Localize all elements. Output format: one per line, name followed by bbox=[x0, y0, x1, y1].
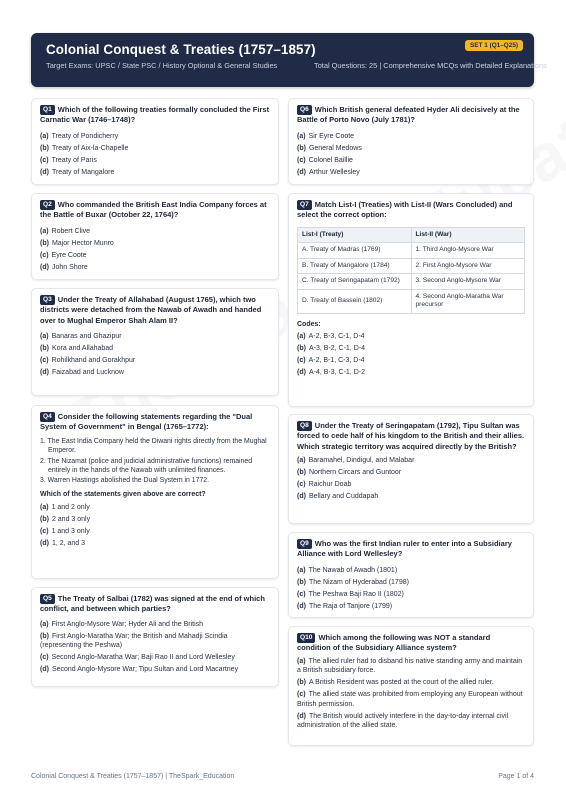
options-list bbox=[40, 620, 270, 675]
question-card-q7 bbox=[288, 193, 534, 407]
option-label: (b) bbox=[40, 239, 49, 247]
option-label: (a) bbox=[40, 503, 49, 511]
option-label: (b) bbox=[297, 144, 306, 152]
options-list bbox=[40, 331, 270, 379]
question-stem: Which among the following was NOT a standard condition of the Subsidiary Alliance system? bbox=[297, 633, 491, 653]
option-text: Treaty of Mangalore bbox=[51, 168, 115, 176]
option-label: (b) bbox=[40, 345, 49, 353]
option-text: The allied state was prohibited from employing any European without British permission. bbox=[297, 691, 523, 708]
column-header-list-1: List-I (Treaty) bbox=[298, 227, 412, 243]
question-stem: Who was the first Indian ruler to enter into a Subsidiary Alliance with Lord Wellesley? bbox=[297, 539, 512, 559]
option-text: John Shore bbox=[51, 263, 88, 271]
question-stem: Which of the following treaties formally concluded the First Carnatic War (1746–1748)? bbox=[40, 105, 270, 125]
option-c[interactable] bbox=[297, 355, 525, 367]
options-list bbox=[297, 657, 525, 731]
option-label: (a) bbox=[40, 620, 49, 628]
option-a[interactable] bbox=[40, 502, 270, 514]
statement-3: 3. Warren Hastings abolished the Dual System in 1772. bbox=[40, 477, 210, 485]
question-text bbox=[40, 105, 270, 126]
option-c[interactable] bbox=[297, 479, 525, 491]
option-text: Major Hector Munro bbox=[51, 239, 114, 247]
option-text: Second Anglo-Maratha War; Baji Rao II and Lord Wellesley bbox=[51, 654, 235, 662]
option-a[interactable] bbox=[297, 131, 525, 143]
option-text: Bellary and Cuddapah bbox=[308, 492, 379, 500]
question-card-q5 bbox=[31, 587, 279, 687]
option-label: (c) bbox=[297, 691, 306, 699]
options-list bbox=[297, 131, 525, 179]
option-a[interactable] bbox=[40, 131, 270, 143]
option-text: Kora and Allahabad bbox=[51, 345, 114, 353]
question-stem: Consider the following statements regarding the "Dual System of Government" in Bengal (1765–1772): bbox=[40, 412, 253, 432]
table-cell: 2. First Anglo-Mysore War bbox=[411, 258, 525, 274]
option-a[interactable] bbox=[297, 565, 525, 577]
question-stem: Who commanded the British East India Company forces at the Battle of Buxar (October 22, 1764)? bbox=[40, 200, 267, 220]
option-text: Faizabad and Lucknow bbox=[51, 368, 124, 376]
question-card-q9 bbox=[288, 532, 534, 618]
option-b[interactable] bbox=[297, 678, 525, 688]
option-c[interactable] bbox=[40, 526, 270, 538]
statement-1: 1. The East India Company held the Diwani rights directly from the Mughal Emperor. bbox=[40, 437, 267, 455]
option-label: (d) bbox=[297, 602, 306, 610]
option-c[interactable] bbox=[40, 653, 270, 663]
codes-label: Codes: bbox=[297, 320, 321, 328]
option-text: A-4, B-3, C-1, D-2 bbox=[308, 368, 365, 376]
question-text bbox=[40, 200, 270, 221]
table-row bbox=[298, 274, 525, 290]
option-text: Raichur Doab bbox=[308, 481, 352, 489]
option-label: (c) bbox=[40, 357, 49, 365]
option-label: (c) bbox=[297, 590, 306, 598]
table-row bbox=[298, 258, 525, 274]
option-label: (b) bbox=[297, 344, 306, 352]
option-label: (a) bbox=[40, 227, 49, 235]
option-b[interactable] bbox=[40, 143, 270, 155]
question-card-q4 bbox=[31, 405, 279, 579]
column-header-list-2: List-II (War) bbox=[411, 227, 525, 243]
document-title: Colonial Conquest & Treaties (1757–1857) bbox=[46, 42, 316, 57]
option-label: (a) bbox=[297, 132, 306, 140]
option-text: A British Resident was posted at the court of the allied ruler. bbox=[308, 679, 494, 687]
option-label: (d) bbox=[40, 368, 49, 376]
question-text bbox=[297, 539, 525, 560]
option-text: First Anglo-Maratha War; the British and Mahadji Scindia (representing the Peshwa) bbox=[40, 632, 228, 650]
option-d[interactable] bbox=[40, 367, 270, 379]
statements-list bbox=[40, 437, 270, 486]
options-list bbox=[40, 131, 270, 179]
option-text: Treaty of Paris bbox=[51, 156, 97, 164]
question-prompt: Which of the statements given above are correct? bbox=[40, 490, 206, 498]
question-card-q1 bbox=[31, 98, 279, 185]
option-b[interactable] bbox=[297, 143, 525, 155]
question-text bbox=[297, 200, 525, 221]
option-d[interactable] bbox=[40, 665, 270, 675]
option-label: (b) bbox=[297, 469, 306, 477]
option-b[interactable] bbox=[40, 343, 270, 355]
question-number-badge: Q2 bbox=[40, 200, 55, 210]
option-label: (d) bbox=[297, 492, 306, 500]
option-d[interactable] bbox=[297, 712, 525, 731]
option-c[interactable] bbox=[40, 155, 270, 167]
option-label: (b) bbox=[40, 515, 49, 523]
question-text bbox=[297, 633, 525, 654]
option-label: (d) bbox=[40, 263, 49, 271]
question-stem: The Treaty of Salbai (1782) was signed at the end of which conflict, and between which parties? bbox=[40, 594, 265, 614]
question-stem: Which British general defeated Hyder Ali decisively at the Battle of Porto Novo (July 1781)? bbox=[297, 105, 520, 125]
table-cell: B. Treaty of Mangalore (1784) bbox=[298, 258, 412, 274]
option-b[interactable] bbox=[297, 467, 525, 479]
option-d[interactable] bbox=[40, 167, 270, 179]
option-a[interactable] bbox=[297, 331, 525, 343]
option-label: (c) bbox=[40, 156, 49, 164]
option-label: (c) bbox=[40, 251, 49, 259]
option-label: (b) bbox=[297, 578, 306, 586]
option-text: General Medows bbox=[308, 144, 362, 152]
option-label: (c) bbox=[297, 156, 306, 164]
option-label: (d) bbox=[297, 368, 306, 376]
question-number-badge: Q8 bbox=[297, 421, 312, 431]
question-text bbox=[40, 412, 270, 433]
question-number-badge: Q10 bbox=[297, 633, 315, 643]
option-label: (a) bbox=[40, 132, 49, 140]
option-text: First Anglo-Mysore War; Hyder Ali and the British bbox=[51, 620, 204, 628]
option-text: Arthur Wellesley bbox=[308, 168, 360, 176]
option-text: The British would actively interfere in the day-to-day internal civil administration of the allied state. bbox=[297, 712, 509, 730]
question-number-badge: Q9 bbox=[297, 539, 312, 549]
option-text: The Raja of Tanjore (1799) bbox=[308, 602, 393, 610]
option-d[interactable] bbox=[40, 538, 270, 550]
document-header bbox=[31, 33, 547, 87]
option-label: (c) bbox=[297, 481, 306, 489]
option-label: (d) bbox=[40, 539, 49, 547]
option-a[interactable] bbox=[297, 455, 525, 467]
option-b[interactable] bbox=[40, 514, 270, 526]
option-b[interactable] bbox=[40, 238, 270, 250]
question-number-badge: Q1 bbox=[40, 105, 55, 115]
question-stem: Under the Treaty of Allahabad (August 1765), which two districts were detached from the Nawab of Awadh and handed over to Mughal Emperor Shah Alam II? bbox=[40, 295, 262, 325]
option-label: (b) bbox=[297, 679, 306, 687]
option-text: Treaty of Aix-la-Chapelle bbox=[51, 144, 129, 152]
option-a[interactable] bbox=[40, 226, 270, 238]
option-label: (a) bbox=[297, 657, 306, 665]
question-card-q6 bbox=[288, 98, 534, 185]
question-card-q3 bbox=[31, 288, 279, 396]
option-text: The Nawab of Awadh (1801) bbox=[308, 566, 398, 574]
option-text: Colonel Baillie bbox=[308, 156, 353, 164]
total-questions: Total Questions: 25 | Comprehensive MCQs with Detailed Explanations bbox=[314, 61, 547, 70]
option-text: Sir Eyre Coote bbox=[308, 132, 355, 140]
option-label: (a) bbox=[297, 566, 306, 574]
options-list bbox=[40, 502, 270, 550]
option-label: (c) bbox=[297, 356, 306, 364]
option-label: (c) bbox=[40, 654, 49, 662]
table-cell: A. Treaty of Madras (1769) bbox=[298, 243, 412, 259]
option-text: 2 and 3 only bbox=[51, 515, 91, 523]
option-text: Baramahel, Dindigul, and Malabar bbox=[308, 457, 415, 465]
option-d[interactable] bbox=[40, 262, 270, 274]
question-number-badge: Q4 bbox=[40, 412, 55, 422]
option-label: (b) bbox=[40, 144, 49, 152]
option-label: (d) bbox=[40, 666, 49, 674]
options-list bbox=[297, 331, 525, 379]
option-text: Eyre Coote bbox=[51, 251, 87, 259]
question-number-badge: Q6 bbox=[297, 105, 312, 115]
question-stem: Under the Treaty of Seringapatam (1792), Tipu Sultan was forced to cede half of his kingdom to the British and their allies. Which strategic territory was acquired directly by the British? bbox=[297, 421, 525, 451]
table-row bbox=[298, 289, 525, 313]
option-text: Treaty of Pondicherry bbox=[51, 132, 119, 140]
target-exams: Target Exams: UPSC / State PSC / History Optional & General Studies bbox=[46, 61, 278, 70]
option-text: 1, 2, and 3 bbox=[51, 539, 86, 547]
option-text: A-2, B-1, C-3, D-4 bbox=[308, 356, 365, 364]
options-list bbox=[40, 226, 270, 274]
table-cell: 4. Second Anglo-Maratha War precursor bbox=[411, 289, 525, 313]
option-label: (d) bbox=[40, 168, 49, 176]
option-text: A-2, B-3, C-1, D-4 bbox=[308, 332, 365, 340]
option-label: (b) bbox=[40, 632, 49, 640]
table-cell: D. Treaty of Bassein (1802) bbox=[298, 289, 412, 313]
table-cell: 3. Second Anglo-Mysore War bbox=[411, 274, 525, 290]
option-text: A-3, B-2, C-1, D-4 bbox=[308, 344, 365, 352]
option-text: Robert Clive bbox=[51, 227, 91, 235]
option-label: (c) bbox=[40, 527, 49, 535]
option-text: The Peshwa Baji Rao II (1802) bbox=[308, 590, 404, 598]
table-cell: C. Treaty of Seringapatam (1792) bbox=[298, 274, 412, 290]
option-d[interactable] bbox=[297, 491, 525, 503]
option-label: (d) bbox=[297, 168, 306, 176]
option-a[interactable] bbox=[40, 331, 270, 343]
question-text bbox=[297, 421, 525, 452]
option-c[interactable] bbox=[40, 355, 270, 367]
option-label: (a) bbox=[40, 333, 49, 341]
question-card-q2 bbox=[31, 193, 279, 280]
option-c[interactable] bbox=[297, 155, 525, 167]
option-c[interactable] bbox=[297, 690, 525, 709]
question-number-badge: Q5 bbox=[40, 594, 55, 604]
table-header-row bbox=[298, 227, 525, 243]
option-label: (a) bbox=[297, 332, 306, 340]
option-text: 1 and 3 only bbox=[51, 527, 90, 535]
option-text: Second Anglo-Mysore War; Tipu Sultan and Lord Macartney bbox=[51, 666, 239, 674]
option-label: (a) bbox=[297, 457, 306, 465]
table-row bbox=[298, 243, 525, 259]
option-d[interactable] bbox=[297, 601, 525, 613]
option-d[interactable] bbox=[297, 167, 525, 179]
question-text bbox=[297, 105, 525, 126]
option-text: 1 and 2 only bbox=[51, 503, 90, 511]
table-cell: 1. Third Anglo-Mysore War bbox=[411, 243, 525, 259]
question-card-q10 bbox=[288, 626, 534, 746]
match-table bbox=[297, 227, 525, 314]
option-text: Rohilkhand and Gorakhpur bbox=[51, 357, 136, 365]
option-b[interactable] bbox=[297, 577, 525, 589]
option-b[interactable] bbox=[40, 632, 270, 651]
options-list bbox=[297, 565, 525, 613]
option-label: (d) bbox=[297, 712, 306, 720]
set-badge: SET 1 (Q1–Q25) bbox=[465, 40, 523, 51]
question-number-badge: Q7 bbox=[297, 200, 312, 210]
option-c[interactable] bbox=[297, 589, 525, 601]
option-text: The allied ruler had to disband his native standing army and maintain a British subsidiary force. bbox=[297, 657, 523, 675]
option-b[interactable] bbox=[297, 343, 525, 355]
footer-document-info: Colonial Conquest & Treaties (1757–1857) | TheSpark_Education bbox=[31, 773, 235, 780]
statement-2: 2. The Nizamat (police and judicial administrative functions) remained entirely in the hands of the Nawab with unlimited finances. bbox=[40, 457, 253, 475]
option-c[interactable] bbox=[40, 250, 270, 262]
option-text: Northern Circars and Guntoor bbox=[308, 469, 402, 477]
footer-page-number: Page 1 of 4 bbox=[498, 773, 534, 780]
option-d[interactable] bbox=[297, 367, 525, 379]
option-a[interactable] bbox=[297, 657, 525, 676]
option-a[interactable] bbox=[40, 620, 270, 630]
question-number-badge: Q3 bbox=[40, 295, 55, 305]
options-list bbox=[297, 455, 525, 503]
option-text: Banaras and Ghazipur bbox=[51, 333, 122, 341]
option-text: The Nizam of Hyderabad (1798) bbox=[308, 578, 409, 586]
question-text bbox=[40, 594, 270, 615]
question-card-q8 bbox=[288, 414, 534, 524]
question-text bbox=[40, 295, 270, 326]
question-stem: Match List-I (Treaties) with List-II (Wars Concluded) and select the correct option: bbox=[297, 200, 513, 220]
